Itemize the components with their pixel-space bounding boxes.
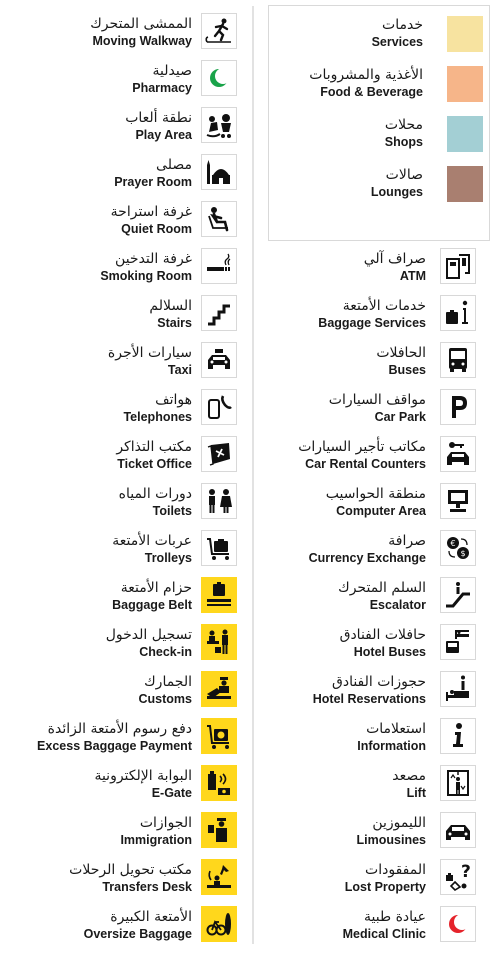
list-item (0, 294, 250, 341)
label-en: Prayer Room (114, 175, 192, 189)
label-en: Toilets (152, 504, 192, 518)
currency-exchange-icon (440, 530, 476, 566)
check-in-icon (201, 624, 237, 660)
legend-item-shops (269, 106, 489, 153)
label-ar: مكاتب تأجير السيارات (298, 439, 426, 455)
list-item (255, 905, 500, 952)
label-ar: خدمات الأمتعة (342, 298, 426, 314)
category-legend (268, 5, 490, 241)
list-item (255, 576, 500, 623)
list-item (0, 153, 250, 200)
label-ar: استعلامات (366, 721, 426, 737)
legend-label-en: Services (371, 35, 423, 49)
list-item (0, 12, 250, 59)
prayer-room-icon (201, 154, 237, 190)
label-en: Escalator (369, 598, 426, 612)
list-item (0, 529, 250, 576)
legend-label-ar: صالات (385, 167, 423, 183)
moving-walkway-icon (201, 13, 237, 49)
list-item (255, 670, 500, 717)
svg-text:$: $ (460, 549, 466, 558)
oversize-baggage-icon (201, 906, 237, 942)
label-ar: الجمارك (144, 674, 192, 690)
list-item (255, 529, 500, 576)
label-en: Excess Baggage Payment (37, 739, 192, 753)
label-ar: عيادة طبية (364, 909, 426, 925)
label-ar: حافلات الفنادق (339, 627, 426, 643)
legend-swatch-shops (447, 116, 483, 152)
list-item (0, 388, 250, 435)
list-item (0, 670, 250, 717)
label-ar: السلم المتحرك (338, 580, 426, 596)
list-item (255, 764, 500, 811)
trolley-icon (201, 530, 237, 566)
list-item (255, 623, 500, 670)
legend-swatch-food-beverage (447, 66, 483, 102)
label-en: Hotel Reservations (312, 692, 426, 706)
list-item (255, 482, 500, 529)
list-item (0, 764, 250, 811)
label-en: Medical Clinic (342, 927, 426, 941)
list-item (255, 294, 500, 341)
label-en: Car Park (374, 410, 426, 424)
lost-property-icon (440, 859, 476, 895)
legend-item-services (269, 6, 489, 53)
label-en: Currency Exchange (308, 551, 426, 565)
label-ar: الليموزين (372, 815, 426, 831)
hotel-reservations-icon (440, 671, 476, 707)
label-ar: مصعد (392, 768, 426, 784)
legend-label-ar: محلات (384, 117, 423, 133)
label-en: Moving Walkway (92, 34, 192, 48)
label-ar: منطقة الحواسيب (325, 486, 426, 502)
car-rental-icon (440, 436, 476, 472)
label-ar: مصلى (156, 157, 192, 173)
label-ar: صراف آلي (363, 251, 426, 267)
label-ar: مواقف السيارات (328, 392, 426, 408)
legend-label-en: Food & Beverage (320, 85, 423, 99)
list-item (0, 106, 250, 153)
list-item (255, 341, 500, 388)
label-ar: المفقودات (365, 862, 426, 878)
label-en: Baggage Services (318, 316, 426, 330)
label-ar: سيارات الأجرة (107, 345, 192, 361)
label-en: Smoking Room (100, 269, 192, 283)
stairs-icon (201, 295, 237, 331)
label-en: Quiet Room (121, 222, 192, 236)
legend-item-lounges (269, 156, 489, 203)
legend-swatch-services (447, 16, 483, 52)
label-ar: الممشى المتحرك (90, 16, 192, 32)
label-ar: تسجيل الدخول (105, 627, 192, 643)
label-en: ATM (399, 269, 426, 283)
label-ar: البوابة الإلكترونية (94, 768, 192, 784)
label-ar: حزام الأمتعة (120, 580, 192, 596)
telephone-icon (201, 389, 237, 425)
label-en: Play Area (135, 128, 192, 142)
label-en: Trolleys (144, 551, 192, 565)
legend-label-ar: الأغذية والمشروبات (309, 67, 423, 83)
label-en: Taxi (167, 363, 192, 377)
column-divider (252, 6, 254, 944)
legend-label-ar: خدمات (382, 17, 423, 33)
label-ar: عربات الأمتعة (112, 533, 192, 549)
label-ar: نطقة ألعاب (125, 110, 192, 126)
label-en: Buses (388, 363, 426, 377)
immigration-icon (201, 812, 237, 848)
label-en: Check-in (139, 645, 192, 659)
list-item (255, 247, 500, 294)
svg-text:€: € (450, 539, 456, 548)
computer-area-icon (440, 483, 476, 519)
list-item (0, 858, 250, 905)
label-en: Stairs (157, 316, 192, 330)
baggage-services-icon (440, 295, 476, 331)
transfers-desk-icon (201, 859, 237, 895)
list-item (0, 905, 250, 952)
bus-icon (440, 342, 476, 378)
label-en: Baggage Belt (112, 598, 192, 612)
label-ar: صرافة (388, 533, 426, 549)
excess-baggage-icon (201, 718, 237, 754)
list-item (255, 811, 500, 858)
label-en: Limousines (356, 833, 426, 847)
label-en: Pharmacy (132, 81, 192, 95)
label-en: Computer Area (336, 504, 426, 518)
legend-item-food-beverage (269, 56, 489, 103)
label-en: Customs (138, 692, 192, 706)
label-ar: غرفة استراحة (110, 204, 192, 220)
label-ar: دفع رسوم الأمتعة الزائدة (47, 721, 192, 737)
toilets-icon (201, 483, 237, 519)
legend-label-en: Shops (384, 135, 423, 149)
taxi-icon (201, 342, 237, 378)
label-ar: مكتب تحويل الرحلات (69, 862, 192, 878)
label-ar: صيدلية (152, 63, 192, 79)
car-park-icon (440, 389, 476, 425)
list-item (0, 482, 250, 529)
atm-icon (440, 248, 476, 284)
label-ar: الحافلات (376, 345, 426, 361)
list-item (0, 435, 250, 482)
label-en: Transfers Desk (102, 880, 192, 894)
smoking-room-icon (201, 248, 237, 284)
e-gate-icon (201, 765, 237, 801)
medical-clinic-icon (440, 906, 476, 942)
label-en: Ticket Office (117, 457, 192, 471)
play-area-icon (201, 107, 237, 143)
label-ar: الأمتعة الكبيرة (110, 909, 192, 925)
list-item (255, 858, 500, 905)
list-item (0, 200, 250, 247)
legend-swatch-lounges (447, 166, 483, 202)
label-en: Oversize Baggage (83, 927, 192, 941)
label-en: Lost Property (344, 880, 426, 894)
label-ar: هواتف (155, 392, 192, 408)
limousine-icon (440, 812, 476, 848)
list-item (0, 576, 250, 623)
label-en: Lift (406, 786, 426, 800)
list-item (255, 388, 500, 435)
escalator-icon (440, 577, 476, 613)
svg-text:?: ? (461, 862, 471, 882)
quiet-room-icon (201, 201, 237, 237)
ticket-office-icon (201, 436, 237, 472)
label-ar: مكتب التذاكر (116, 439, 192, 455)
information-icon (440, 718, 476, 754)
list-item (0, 811, 250, 858)
list-item (255, 435, 500, 482)
label-ar: حجوزات الفنادق (331, 674, 426, 690)
list-item (0, 59, 250, 106)
label-en: Immigration (120, 833, 192, 847)
pharmacy-icon (201, 60, 237, 96)
baggage-belt-icon (201, 577, 237, 613)
label-en: Hotel Buses (353, 645, 426, 659)
list-item (0, 341, 250, 388)
lift-icon (440, 765, 476, 801)
list-item (0, 247, 250, 294)
label-en: E-Gate (151, 786, 192, 800)
list-item (0, 717, 250, 764)
label-en: Information (357, 739, 426, 753)
label-ar: دورات المياه (118, 486, 192, 502)
label-en: Telephones (123, 410, 192, 424)
label-ar: غرفة التدخين (115, 251, 192, 267)
label-en: Car Rental Counters (305, 457, 426, 471)
list-item (0, 623, 250, 670)
customs-icon (201, 671, 237, 707)
list-item (255, 717, 500, 764)
legend-label-en: Lounges (370, 185, 423, 199)
hotel-bus-icon (440, 624, 476, 660)
label-ar: الجوازات (139, 815, 192, 831)
label-ar: السلالم (149, 298, 192, 314)
